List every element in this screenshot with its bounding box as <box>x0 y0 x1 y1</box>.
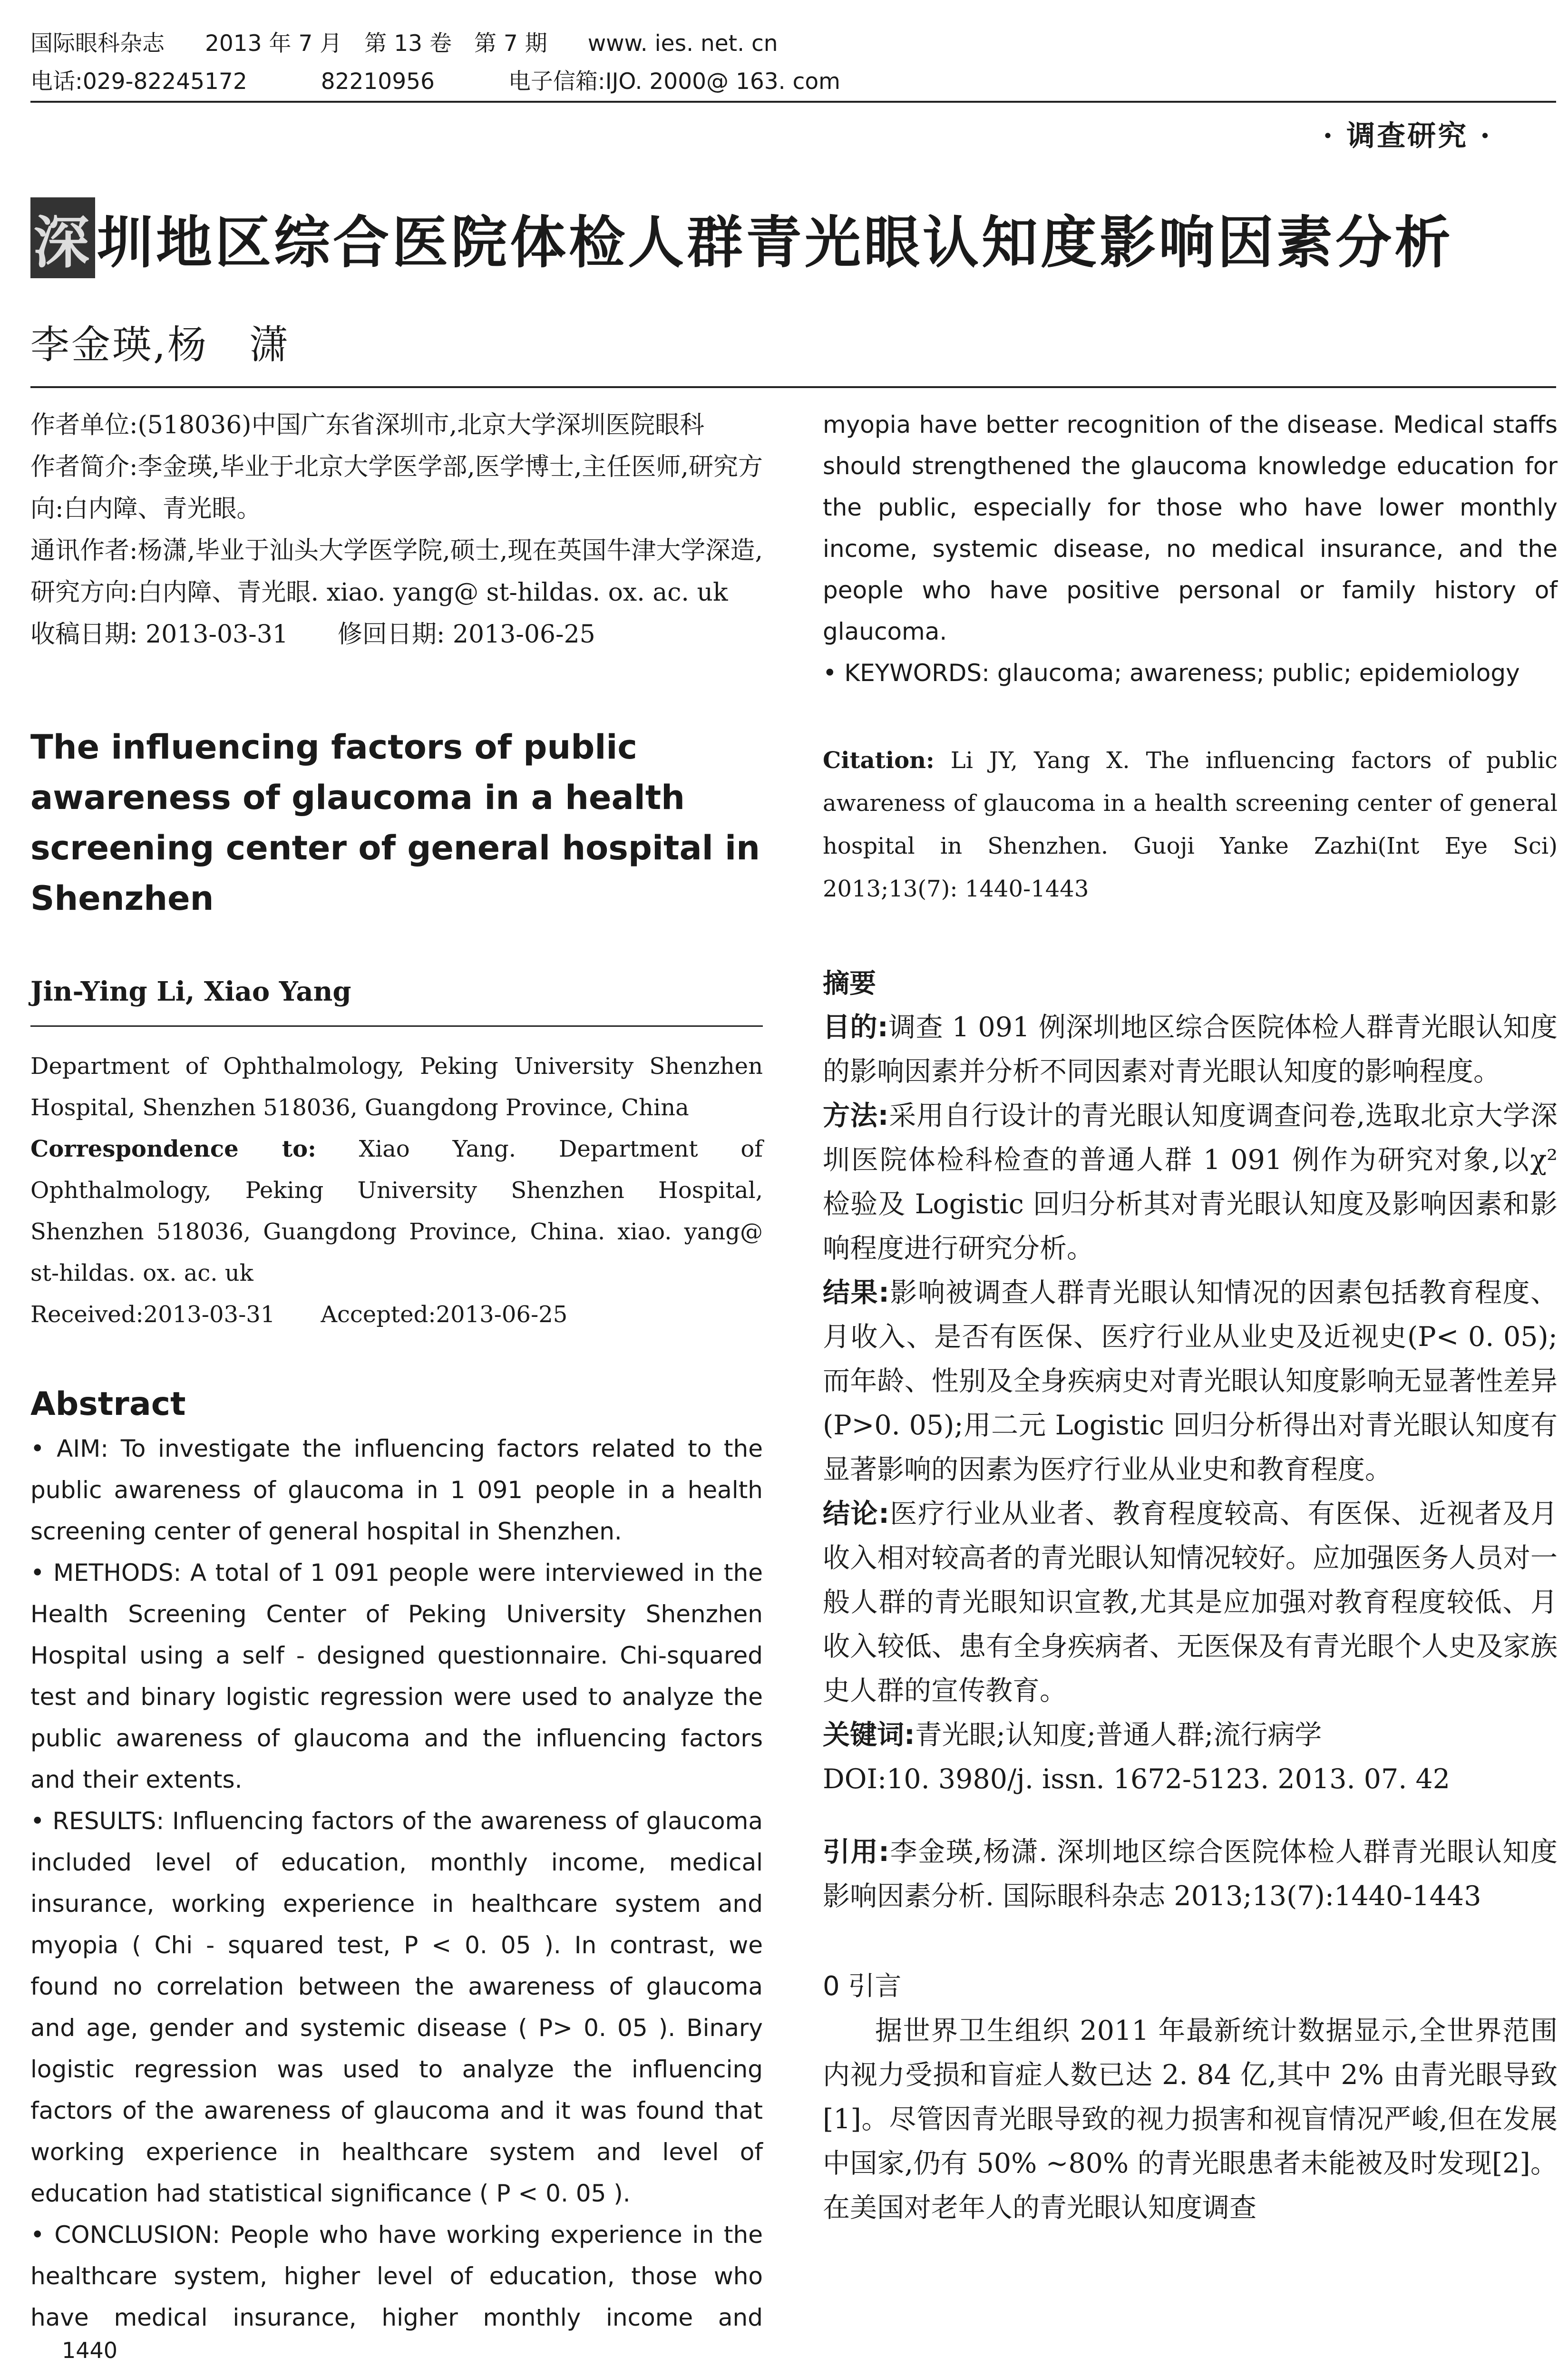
journal-phone2: 82210956 <box>321 68 435 95</box>
journal-header <box>30 25 1552 101</box>
zh-citation <box>823 1830 1558 1919</box>
corresponding-author: 通讯作者:杨潇,毕业于汕头大学医学院,硕士,现在英国牛津大学深造,研究方向:白内障、青光眼. xiao. yang@ st-hildas. ox. ac. uk <box>30 536 763 607</box>
correspondence <box>30 1129 763 1294</box>
zh-aim <box>823 1005 1558 1094</box>
title-rest: 圳地区综合医院体检人群青光眼认知度影响因素分析 <box>97 210 1454 275</box>
abstract-conclusion-part2: myopia have better recognition of the disease. Medical staffs should strengthened the glaucoma knowledge education for the public, especially for those who have lower monthly income, systemic disease, no medical insurance, and the people who have positive personal or family history of glaucoma. <box>823 411 1558 645</box>
section-tag: · 调查研究 · <box>1323 119 1492 153</box>
zh-abstract-heading: 摘要 <box>823 968 876 999</box>
zh-aim-text: 调查 1 091 例深圳地区综合医院体检人群青光眼认知度的影响因素并分析不同因素对青光眼认知度的影响程度。 <box>823 1012 1558 1087</box>
english-authors: Jin-Ying Li, Xiao Yang <box>30 976 351 1007</box>
abstract-results: • RESULTS: Influencing factors of the awareness of glaucoma included level of education, monthly income, medical insurance, working experience in healthcare system and myopia ( Chi - squared test, P < 0. 05 ). In contrast, we found no correlation between the awareness of glaucoma and age, gender and systemic disease ( P> 0. 05 ). Binary logistic regression was used to analyze the influencing factors of the awareness of glaucoma and it was found that working experience in healthcare system and level of education had statistical significance ( P < 0. 05 ). <box>30 1807 763 2207</box>
zh-conclusion-text: 医疗行业从业者、教育程度较高、有医保、近视者及月收入相对较高者的青光眼认知情况较好。应加强医务人员对一般人群的青光眼知识宣教,尤其是应加强对教育程度较低、月收入较低、患有全身疾病者、无医保及有青光眼个人史及家族史人群的宣传教育。 <box>823 1498 1558 1706</box>
received-dates-cn: 收稿日期: 2013-03-31 修回日期: 2013-06-25 <box>30 620 595 649</box>
zh-keywords-text: 青光眼;认知度;普通人群;流行病学 <box>915 1719 1322 1751</box>
citation-text: Li JY, Yang X. The influencing factors of public awareness of glaucoma in a health screening center of general hospital in Shenzhen. Guoji Yanke Zazhi(Int Eye Sci) 2013;13(7): 1440-1443 <box>823 747 1558 902</box>
author-bio: 作者简介:李金瑛,毕业于北京大学医学部,医学博士,主任医师,研究方向:白内障、青光眼。 <box>30 453 763 523</box>
zh-results-label: 结果: <box>823 1277 889 1308</box>
zh-cite-label: 引用: <box>823 1836 889 1868</box>
affiliation: Department of Ophthalmology, Peking University Shenzhen Hospital, Shenzhen 518036, Guangdong Province, China <box>30 1053 763 1121</box>
zh-conclusion-label: 结论: <box>823 1498 889 1529</box>
page-number: 1440 <box>62 2338 118 2363</box>
journal-issue: 2013 年 7 月 第 13 卷 第 7 期 <box>205 30 547 57</box>
right-column <box>823 404 1558 2230</box>
author-unit: 作者单位:(518036)中国广东省深圳市,北京大学深圳医院眼科 <box>30 411 705 439</box>
abstract-methods: • METHODS: A total of 1 091 people were interviewed in the Health Screening Center of Peking University Shenzhen Hospital using a self - designed questionnaire. Chi-squared test and binary logistic regression were used to analyze the public awareness of glaucoma and the influencing factors and their extents. <box>30 1559 763 1793</box>
correspondence-label: Correspondence to: <box>30 1136 316 1162</box>
abstract-aim: • AIM: To investigate the influencing factors related to the public awareness of glaucoma in 1 091 people in a health screening center of general hospital in Shenzhen. <box>30 1435 763 1545</box>
doi[interactable]: DOI:10. 3980/j. issn. 1672-5123. 2013. 07. 42 <box>823 1763 1450 1795</box>
correspondence-text: Xiao Yang. Department of Ophthalmology, Peking University Shenzhen Hospital, Shenzhen 518036, Guangdong Province, China. xiao. yang@ st-hildas. ox. ac. uk <box>30 1136 763 1286</box>
authors-cn: 李金瑛,杨 潇 <box>30 322 291 368</box>
journal-email[interactable]: 电子信箱:IJO. 2000@ 163. com <box>508 68 840 95</box>
intro-heading: 0 引言 <box>823 1971 902 2002</box>
title-first-char: 深 <box>30 197 95 278</box>
journal-phone: 电话:029-82245172 <box>30 68 247 95</box>
authors-rule <box>30 1025 763 1027</box>
zh-results-text: 影响被调查人群青光眼认知情况的因素包括教育程度、月收入、是否有医保、医疗行业从业史及近视史(P< 0. 05);而年龄、性别及全身疾病史对青光眼认知度影响无显著性差异(P>0. 05);用二元 Logistic 回归分析得出对青光眼认知度有显著影响的因素为医疗行业从业史和教育程度。 <box>823 1277 1558 1485</box>
abstract-conclusion-part1: • CONCLUSION: People who have working experience in the healthcare system, higher level of education, those who have medical insurance, higher monthly income and <box>30 2221 763 2331</box>
english-title: The influencing factors of public awareness of glaucoma in a health screening center of general hospital in Shenzhen <box>30 728 760 918</box>
journal-name: 国际眼科杂志 <box>30 30 165 57</box>
zh-keywords-label: 关键词: <box>823 1719 915 1751</box>
citation-label: Citation: <box>823 747 935 774</box>
zh-results <box>823 1271 1558 1492</box>
journal-website[interactable]: www. ies. net. cn <box>587 30 778 57</box>
intro-paragraph: 据世界卫生组织 2011 年最新统计数据显示,全世界范围内视力受损和盲症人数已达 2. 84 亿,其中 2% 由青光眼导致[1]。尽管因青光眼导致的视力损害和视盲情况严峻,但在发展中国家,仍有 50% ~80% 的青光眼患者未能被及时发现[2]。在美国对老年人的青光眼认知度调查 <box>823 2015 1558 2223</box>
title-rule <box>30 386 1556 388</box>
abstract-heading: Abstract <box>30 1385 186 1423</box>
article-title <box>30 197 1562 278</box>
zh-cite-text: 李金瑛,杨潇. 深圳地区综合医院体检人群青光眼认知度影响因素分析. 国际眼科杂志 2013;13(7):1440-1443 <box>823 1836 1558 1912</box>
zh-methods-label: 方法: <box>823 1100 889 1131</box>
zh-methods-text: 采用自行设计的青光眼认知度调查问卷,选取北京大学深圳医院体检科检查的普通人群 1 091 例作为研究对象,以χ² 检验及 Logistic 回归分析其对青光眼认知度及影响因素和影响程度进行研究分析。 <box>823 1100 1558 1264</box>
left-column <box>30 404 763 2338</box>
citation <box>823 739 1558 910</box>
received-dates-en: Received:2013-03-31 Accepted:2013-06-25 <box>30 1301 568 1328</box>
abstract-keywords: • KEYWORDS: glaucoma; awareness; public; epidemiology <box>823 659 1520 687</box>
zh-methods <box>823 1094 1558 1271</box>
zh-keywords <box>823 1713 1558 1757</box>
zh-conclusion <box>823 1492 1558 1713</box>
header-rule <box>30 101 1556 103</box>
zh-aim-label: 目的: <box>823 1012 888 1043</box>
